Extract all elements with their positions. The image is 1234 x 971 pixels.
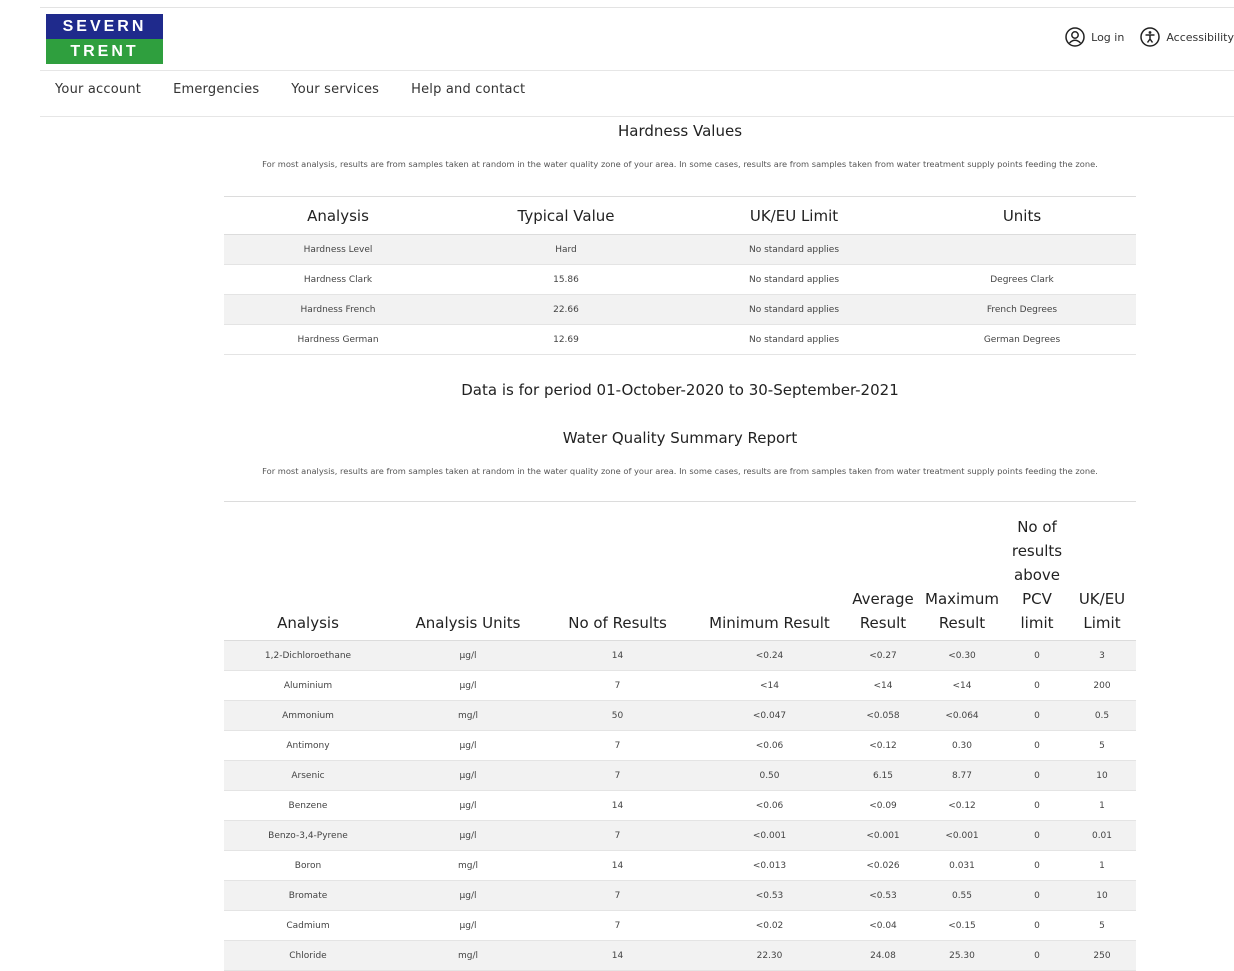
cell: 3 bbox=[1068, 641, 1136, 671]
col-average-result: Average Result bbox=[848, 502, 918, 641]
cell: mg/l bbox=[392, 941, 544, 971]
cell: 0 bbox=[1006, 851, 1068, 881]
cell: 50 bbox=[544, 701, 691, 731]
cell: <0.24 bbox=[691, 641, 848, 671]
table-row bbox=[224, 941, 1136, 971]
cell: 10 bbox=[1068, 881, 1136, 911]
col-minimum-result: Minimum Result bbox=[691, 502, 848, 641]
cell: No standard applies bbox=[680, 235, 908, 265]
nav-emergencies[interactable]: Emergencies bbox=[173, 82, 260, 97]
cell: 7 bbox=[544, 911, 691, 941]
cell: <0.53 bbox=[848, 881, 918, 911]
cell: 14 bbox=[544, 941, 691, 971]
login-label: Log in bbox=[1091, 30, 1125, 44]
cell: 0.30 bbox=[918, 731, 1006, 761]
cell: 7 bbox=[544, 881, 691, 911]
nav-help-and-contact[interactable]: Help and contact bbox=[411, 82, 526, 97]
cell: 12.69 bbox=[452, 325, 680, 355]
col-uk-eu-limit: UK/EU Limit bbox=[680, 197, 908, 235]
severn-trent-logo[interactable] bbox=[46, 14, 163, 64]
cell: <0.001 bbox=[691, 821, 848, 851]
cell: µg/l bbox=[392, 731, 544, 761]
cell: Hardness French bbox=[224, 295, 452, 325]
table-row bbox=[224, 295, 1136, 325]
logo-line-1: SEVERN bbox=[46, 14, 163, 39]
table-row bbox=[224, 911, 1136, 941]
cell: German Degrees bbox=[908, 325, 1136, 355]
cell: Antimony bbox=[224, 731, 392, 761]
table-row bbox=[224, 265, 1136, 295]
cell: 0.01 bbox=[1068, 821, 1136, 851]
table-row bbox=[224, 881, 1136, 911]
data-period: Data is for period 01-October-2020 to 30-September-2021 bbox=[461, 381, 899, 399]
cell: French Degrees bbox=[908, 295, 1136, 325]
utility-links bbox=[1049, 27, 1234, 47]
cell: 1,2-Dichloroethane bbox=[224, 641, 392, 671]
user-icon bbox=[1065, 27, 1085, 47]
cell: Hardness German bbox=[224, 325, 452, 355]
accessibility-icon bbox=[1140, 27, 1160, 47]
cell: <0.058 bbox=[848, 701, 918, 731]
cell: <0.27 bbox=[848, 641, 918, 671]
cell: µg/l bbox=[392, 641, 544, 671]
cell: 0.50 bbox=[691, 761, 848, 791]
cell: <0.064 bbox=[918, 701, 1006, 731]
nav-your-account[interactable]: Your account bbox=[55, 82, 142, 97]
cell: 1 bbox=[1068, 791, 1136, 821]
cell: <0.30 bbox=[918, 641, 1006, 671]
col-uk-eu-limit: UK/EU Limit bbox=[1068, 502, 1136, 641]
cell: 14 bbox=[544, 791, 691, 821]
cell: 22.66 bbox=[452, 295, 680, 325]
cell: Cadmium bbox=[224, 911, 392, 941]
cell: <0.02 bbox=[691, 911, 848, 941]
col-typical-value: Typical Value bbox=[452, 197, 680, 235]
cell: <0.06 bbox=[691, 791, 848, 821]
cell: 0 bbox=[1006, 731, 1068, 761]
cell: Arsenic bbox=[224, 761, 392, 791]
cell: µg/l bbox=[392, 761, 544, 791]
cell: 0 bbox=[1006, 761, 1068, 791]
table-row bbox=[224, 325, 1136, 355]
col-analysis: Analysis bbox=[224, 502, 392, 641]
cell: 10 bbox=[1068, 761, 1136, 791]
cell: <0.06 bbox=[691, 731, 848, 761]
cell: 0.031 bbox=[918, 851, 1006, 881]
cell: <0.53 bbox=[691, 881, 848, 911]
cell: 5 bbox=[1068, 911, 1136, 941]
hardness-note: For most analysis, results are from samples taken at random in the water quality zone of your area. In some cases, results are from samples taken from water treatment supply points feeding the zone. bbox=[262, 159, 1098, 169]
cell: Ammonium bbox=[224, 701, 392, 731]
cell: 0 bbox=[1006, 821, 1068, 851]
cell: µg/l bbox=[392, 911, 544, 941]
cell: 7 bbox=[544, 671, 691, 701]
water-quality-table bbox=[224, 501, 1136, 971]
login-link[interactable] bbox=[1065, 27, 1124, 47]
cell: 7 bbox=[544, 761, 691, 791]
cell: Aluminium bbox=[224, 671, 392, 701]
cell: 15.86 bbox=[452, 265, 680, 295]
cell bbox=[908, 235, 1136, 265]
cell: <0.013 bbox=[691, 851, 848, 881]
cell: Boron bbox=[224, 851, 392, 881]
cell: 25.30 bbox=[918, 941, 1006, 971]
cell: Hardness Level bbox=[224, 235, 452, 265]
cell: 7 bbox=[544, 731, 691, 761]
table-row bbox=[224, 821, 1136, 851]
cell: 250 bbox=[1068, 941, 1136, 971]
cell: 0 bbox=[1006, 791, 1068, 821]
table-row bbox=[224, 791, 1136, 821]
cell: <0.047 bbox=[691, 701, 848, 731]
cell: <0.001 bbox=[848, 821, 918, 851]
cell: Benzo-3,4-Pyrene bbox=[224, 821, 392, 851]
cell: <14 bbox=[848, 671, 918, 701]
table-row bbox=[224, 671, 1136, 701]
cell: µg/l bbox=[392, 671, 544, 701]
cell: 6.15 bbox=[848, 761, 918, 791]
accessibility-link[interactable] bbox=[1140, 27, 1234, 47]
accessibility-label: Accessibility bbox=[1166, 30, 1234, 44]
cell: 14 bbox=[544, 851, 691, 881]
cell: <0.001 bbox=[918, 821, 1006, 851]
cell: 7 bbox=[544, 821, 691, 851]
cell: 0.55 bbox=[918, 881, 1006, 911]
top-divider bbox=[40, 7, 1234, 8]
hardness-title: Hardness Values bbox=[617, 122, 743, 140]
cell: 22.30 bbox=[691, 941, 848, 971]
cell: 8.77 bbox=[918, 761, 1006, 791]
cell: 1 bbox=[1068, 851, 1136, 881]
cell: 0 bbox=[1006, 881, 1068, 911]
table-row bbox=[224, 731, 1136, 761]
cell: Hardness Clark bbox=[224, 265, 452, 295]
cell: 200 bbox=[1068, 671, 1136, 701]
cell: 0.5 bbox=[1068, 701, 1136, 731]
cell: Degrees Clark bbox=[908, 265, 1136, 295]
table-row bbox=[224, 641, 1136, 671]
cell: No standard applies bbox=[680, 325, 908, 355]
summary-note: For most analysis, results are from samples taken at random in the water quality zone of your area. In some cases, results are from samples taken from water treatment supply points feeding the zone. bbox=[262, 466, 1098, 476]
cell: µg/l bbox=[392, 821, 544, 851]
cell: 0 bbox=[1006, 701, 1068, 731]
cell: <0.026 bbox=[848, 851, 918, 881]
nav-divider bbox=[40, 116, 1234, 117]
cell: Chloride bbox=[224, 941, 392, 971]
table-row bbox=[224, 761, 1136, 791]
col-results-above-pcv: No of results above PCV limit bbox=[1006, 502, 1068, 641]
cell: 0 bbox=[1006, 671, 1068, 701]
table-row bbox=[224, 701, 1136, 731]
cell: <14 bbox=[918, 671, 1006, 701]
cell: No standard applies bbox=[680, 265, 908, 295]
cell: No standard applies bbox=[680, 295, 908, 325]
col-no-of-results: No of Results bbox=[544, 502, 691, 641]
cell: Bromate bbox=[224, 881, 392, 911]
cell: 0 bbox=[1006, 941, 1068, 971]
main-nav bbox=[55, 82, 557, 97]
cell: <0.04 bbox=[848, 911, 918, 941]
cell: <0.09 bbox=[848, 791, 918, 821]
cell: <0.12 bbox=[848, 731, 918, 761]
cell: Hard bbox=[452, 235, 680, 265]
cell: mg/l bbox=[392, 851, 544, 881]
col-units: Units bbox=[908, 197, 1136, 235]
header-divider bbox=[40, 70, 1234, 71]
cell: 0 bbox=[1006, 911, 1068, 941]
cell: <14 bbox=[691, 671, 848, 701]
cell: 5 bbox=[1068, 731, 1136, 761]
table-row bbox=[224, 235, 1136, 265]
cell: µg/l bbox=[392, 881, 544, 911]
logo-line-2: TRENT bbox=[46, 39, 163, 64]
col-maximum-result: Maximum Result bbox=[918, 502, 1006, 641]
nav-your-services[interactable]: Your services bbox=[291, 82, 380, 97]
cell: <0.12 bbox=[918, 791, 1006, 821]
cell: mg/l bbox=[392, 701, 544, 731]
col-analysis-units: Analysis Units bbox=[392, 502, 544, 641]
summary-title: Water Quality Summary Report bbox=[562, 429, 798, 447]
table-row bbox=[224, 851, 1136, 881]
cell: µg/l bbox=[392, 791, 544, 821]
cell: Benzene bbox=[224, 791, 392, 821]
col-analysis: Analysis bbox=[224, 197, 452, 235]
hardness-table bbox=[224, 196, 1136, 355]
cell: 0 bbox=[1006, 641, 1068, 671]
cell: 14 bbox=[544, 641, 691, 671]
cell: 24.08 bbox=[848, 941, 918, 971]
cell: <0.15 bbox=[918, 911, 1006, 941]
